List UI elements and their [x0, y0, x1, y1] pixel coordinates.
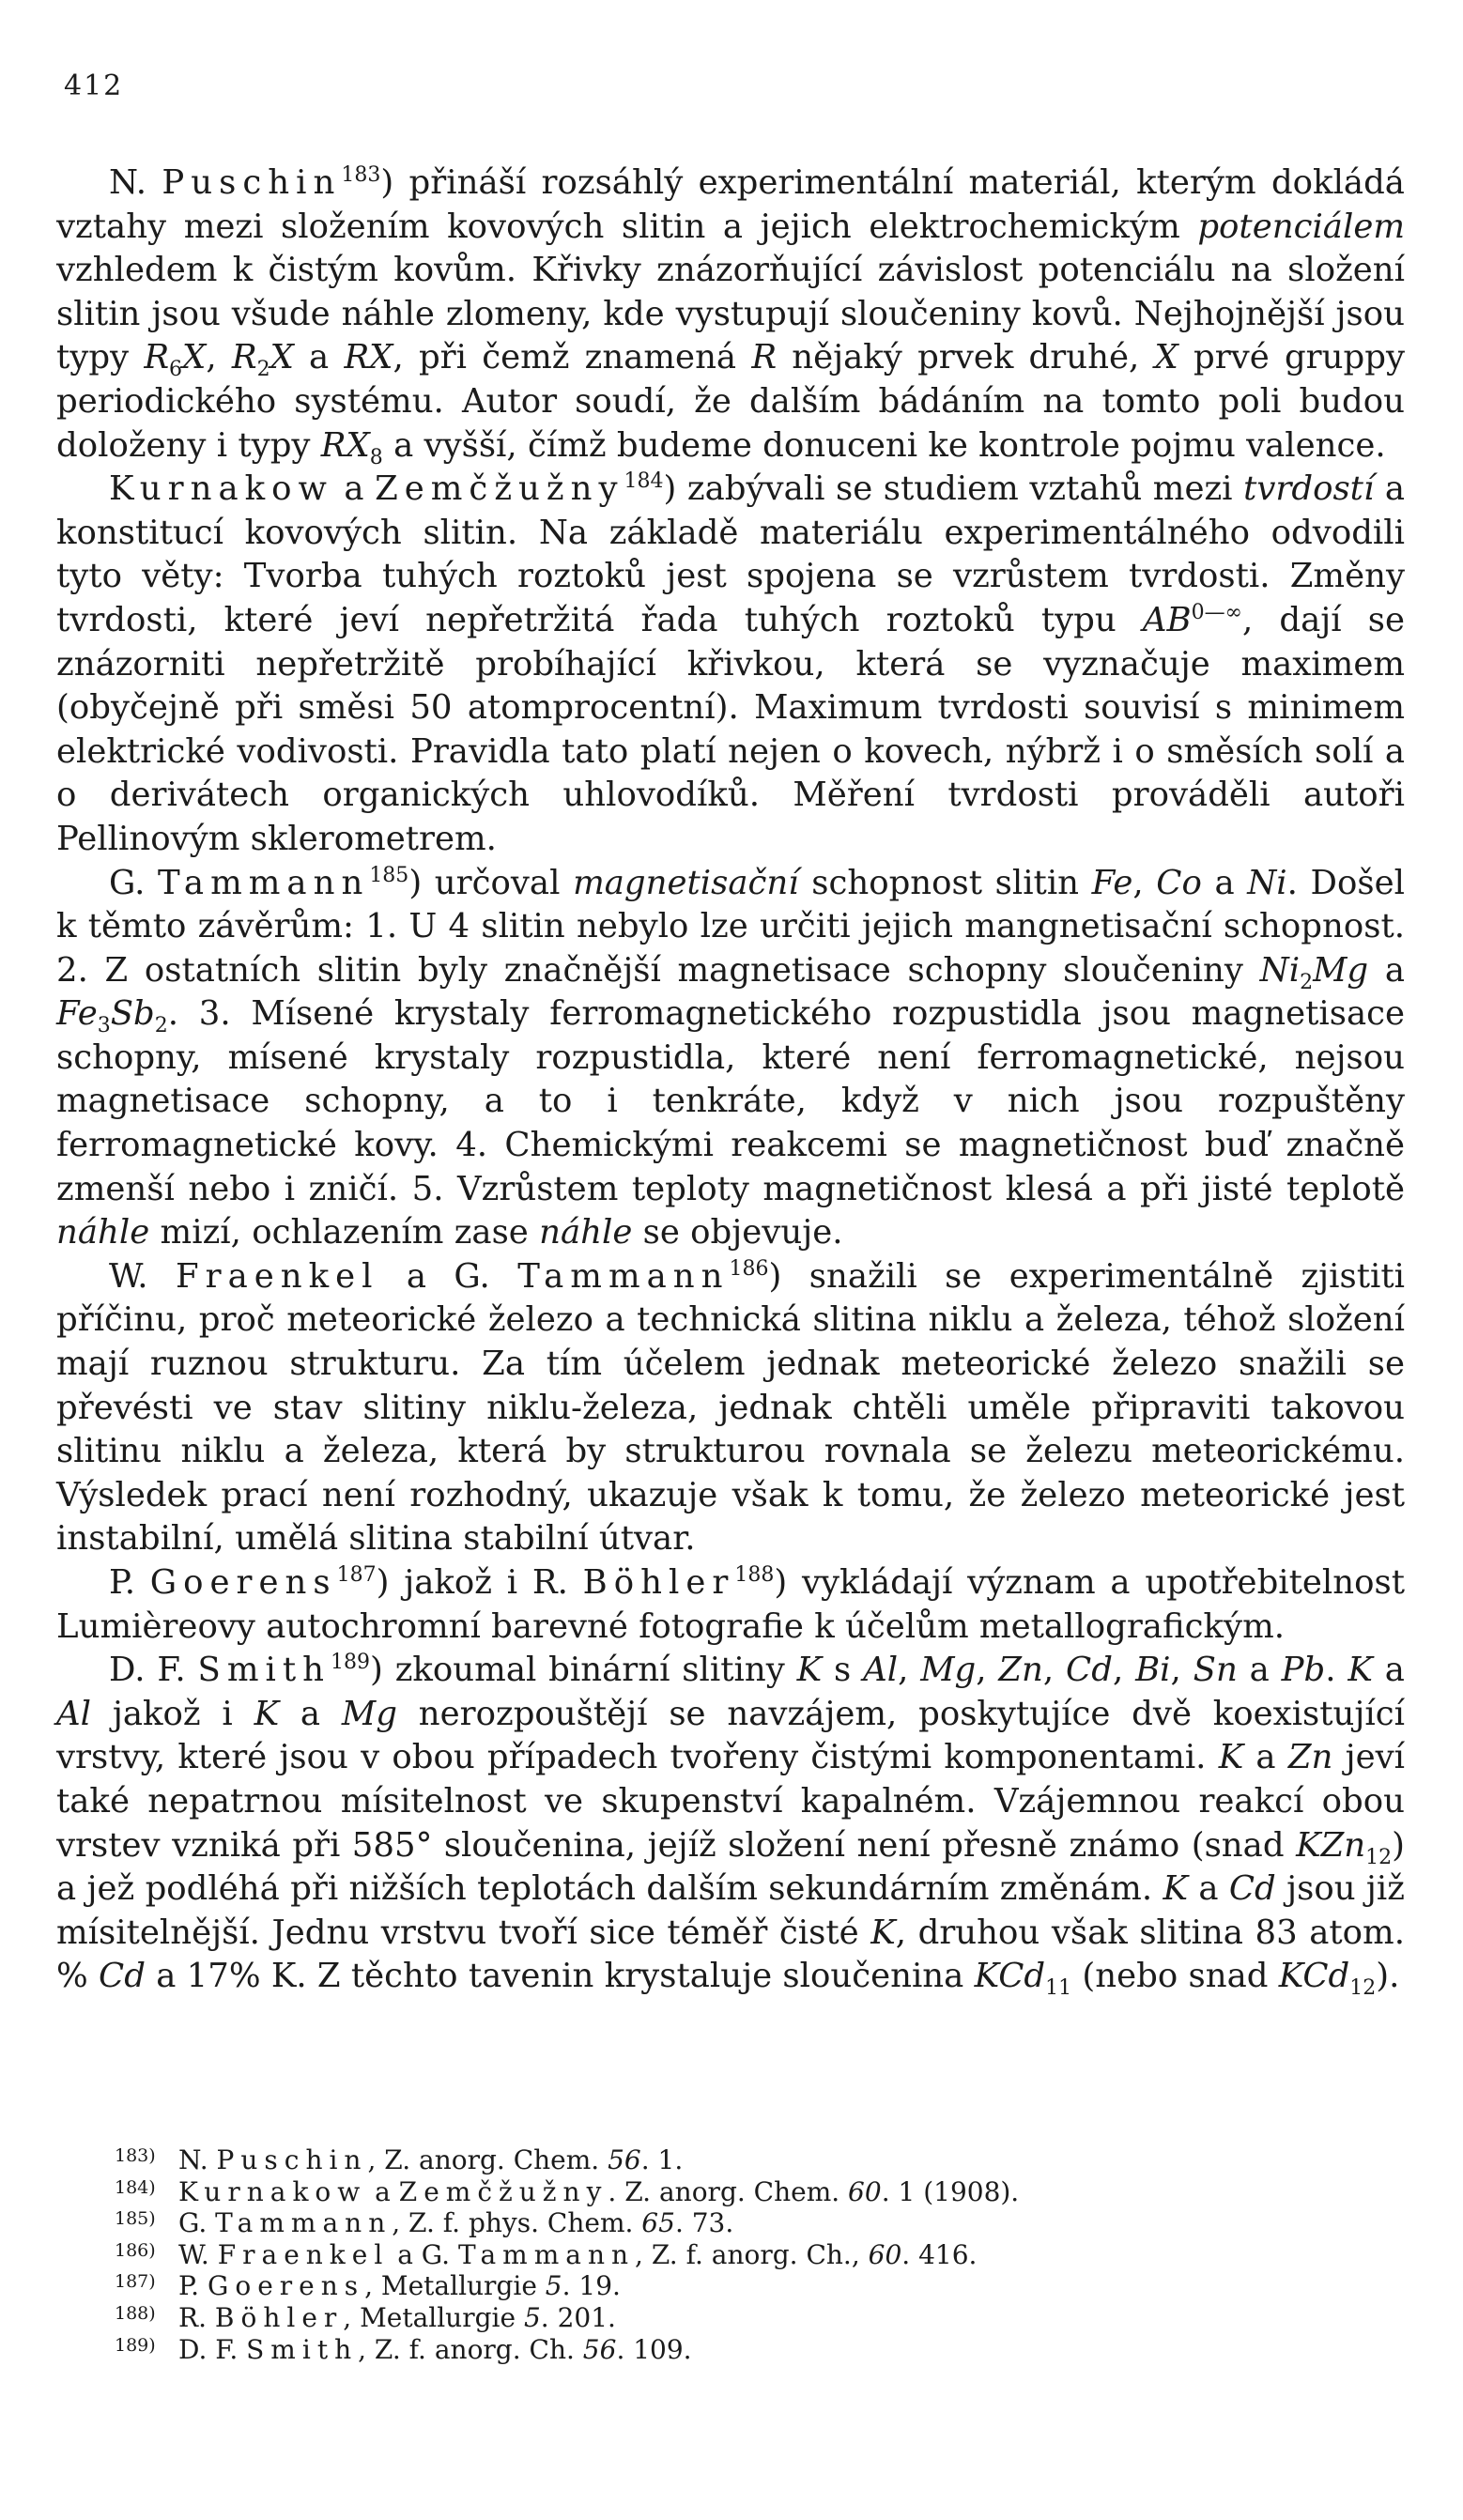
text-run: vzhledem k čistým kovům. Křivky znázorňující závislost potenciálu na složení slitin jsou všude náhle zlomeny, kde vystupují sloučeniny kovů. Nejhojnější jsou typy [56, 251, 1405, 377]
italic-run: Fe [56, 994, 98, 1034]
footnote-text [178, 2144, 683, 2175]
paragraph-fraenkel [56, 1255, 1405, 1561]
spaced-name: Smith [197, 1651, 331, 1690]
text-run: ) zabývali se studiem vztahů mezi [663, 469, 1244, 509]
italic-run: R [231, 338, 257, 377]
text-run: , [1112, 1651, 1136, 1690]
text-run: ) určoval [408, 863, 574, 902]
spaced-name: Tammann [158, 863, 370, 902]
footnote [115, 2300, 1335, 2332]
italic-run: K [1218, 1738, 1244, 1777]
text-run: , [206, 338, 232, 377]
italic-run: 60 [848, 2175, 882, 2207]
text-run: , [976, 1651, 999, 1690]
italic-run: R [751, 338, 778, 377]
italic-run: Sb [110, 994, 155, 1034]
spaced-name: Zemčžužny [375, 469, 624, 509]
text-run: . 201. [540, 2301, 616, 2333]
italic-run: K [796, 1651, 823, 1690]
italic-run: RX [344, 338, 393, 377]
spaced-name: Tammann [215, 2207, 393, 2239]
spaced-name: Fraenkel [175, 1256, 379, 1296]
italic-run: Bi [1135, 1651, 1171, 1690]
italic-run: X [270, 338, 294, 377]
italic-run: Cd [99, 1957, 146, 1996]
italic-run: RX [320, 425, 370, 465]
italic-run: Cd [1066, 1651, 1113, 1690]
footnote-text [178, 2239, 977, 2270]
footnote [115, 2268, 1335, 2300]
text-run: ) snažili se experimentálně zjistiti příčinu, proč meteorické železo a technická slitina niklu a železa, téhož složení mají ruznou strukturu. Za tím účelem jednak meteorické železo snažili se převésti ve stav slitiny niklu-železa, jednak chtěli uměle připraviti takovou slitinu niklu a železa, která by strukturou rovnala se železu meteorickému. Výsledek prací není rozhodný, ukazuje však k tomu, že železo meteorické jest instabilní, umělá slitina stabilní útvar. [56, 1256, 1405, 1559]
text-run: a [1372, 1651, 1405, 1690]
italic-run: Al [56, 1694, 91, 1733]
text-run: D. F. [178, 2333, 247, 2365]
text-run: , [1170, 1651, 1194, 1690]
text-run: , Z. anorg. Chem. [367, 2144, 608, 2175]
spaced-name: Fraenkel [217, 2238, 390, 2270]
italic-run: Cd [1228, 1869, 1276, 1909]
text-run: . 1. [640, 2144, 684, 2175]
footnote-text [178, 2270, 621, 2301]
italic-run: Fe [1091, 863, 1133, 902]
spaced-name: Tammann [457, 2238, 636, 2270]
spaced-name: Böhler [214, 2301, 344, 2333]
page-number: 412 [64, 69, 124, 102]
footnote-number: 183) [115, 2145, 156, 2166]
italic-run: AB [1142, 600, 1192, 639]
italic-run: 56 [582, 2333, 617, 2365]
text-run: ) zkoumal binární slitiny [370, 1651, 797, 1690]
text-run: , [1042, 1651, 1067, 1690]
paragraph-goerens [56, 1561, 1405, 1649]
spaced-name: Tammann [517, 1256, 730, 1296]
italic-run: 60 [868, 2238, 902, 2270]
paragraph-smith [56, 1649, 1405, 1999]
italic-run: Sn [1193, 1651, 1238, 1690]
footnote-number: 185) [115, 2208, 156, 2230]
text-run: a [1243, 1738, 1288, 1777]
italic-run: X [182, 338, 207, 377]
text-run: a [1237, 1651, 1282, 1690]
italic-run: magnetisační [573, 863, 799, 902]
subscript: 2 [256, 358, 270, 382]
italic-run: K [1348, 1651, 1373, 1690]
text-run: , [898, 1651, 921, 1690]
italic-run: tvrdostí [1243, 469, 1375, 509]
text-run: . [1325, 1651, 1348, 1690]
footnote-number: 188) [115, 2302, 156, 2324]
text-run: a [332, 469, 376, 509]
reference-mark: 187 [336, 1563, 377, 1588]
spaced-name: Goerens [207, 2270, 365, 2302]
italic-run: K [870, 1913, 896, 1952]
italic-run: Mg [1313, 950, 1369, 990]
subscript: 2 [1300, 970, 1314, 994]
spaced-name: Goerens [149, 1563, 337, 1602]
reference-mark: 0—∞ [1191, 601, 1242, 625]
reference-mark: 188 [734, 1563, 775, 1588]
subscript: 12 [1349, 1976, 1377, 2001]
text-run: . 19. [562, 2270, 621, 2302]
text-run: N. [109, 163, 162, 202]
text-run: ) jakož i R. [376, 1563, 583, 1602]
spaced-name: Puschin [216, 2144, 368, 2175]
italic-run: K [1163, 1869, 1188, 1909]
text-run: . 1 (1908). [881, 2175, 1020, 2207]
spaced-name: Kurnakow [178, 2175, 367, 2207]
text-run: , Z. f. phys. Chem. [392, 2207, 642, 2239]
italic-run: KCd [974, 1957, 1046, 1996]
text-run: nějaký prvek druhé, [777, 338, 1155, 377]
footnote [115, 2332, 1335, 2364]
text-run: G. [178, 2207, 216, 2239]
reference-mark: 183 [341, 163, 381, 188]
text-run: , dají se znázorniti nepřetržitě probíhající křivkou, která se vyznačuje maximem (obyčejně při směsi 50 atomprocentní). Maximum tvrdosti souvisí s minimem elektrické vodivosti. Pravidla tato platí nejen o kovech, nýbrž i o směsích solí a o derivátech organických uhlovodíků. Měření tvrdosti prováděli autoři Pellinovým sklerometrem. [56, 600, 1405, 858]
footnotes [115, 2143, 1335, 2363]
footnote-number: 189) [115, 2334, 156, 2356]
spaced-name: Smith [246, 2333, 359, 2365]
body-text [56, 161, 1405, 1999]
text-run: . 73. [674, 2207, 734, 2239]
footnote-text [178, 2302, 616, 2333]
text-run: W. [109, 1256, 176, 1296]
spaced-name: Böhler [582, 1563, 735, 1602]
reference-mark: 185 [369, 863, 409, 887]
text-run: jeví také nepatrnou mísitelnost ve skupenství kapalném. Vzájemnou reakcí obou vrstev vzniká při 585° sloučenina, jejíž složení není přesně známo (snad [56, 1738, 1406, 1865]
text-run: a 17% K. Z těchto tavenin krystaluje sloučenina [145, 1957, 975, 1996]
footnote-text [178, 2207, 733, 2238]
footnote [115, 2143, 1335, 2174]
reference-mark: 189 [331, 1651, 371, 1675]
text-run: . 3. Mísené krystaly ferromagnetického rozpustidla jsou magnetisace schopny, mísené krystaly rozpustidla, které není ferromagnetické, nejsou magnetisace schopny, a to i tenkráte, když v nich jsou rozpuštěny ferromagnetické kovy. 4. Chemickými reakcemi se magnetičnost buď značně zmenší nebo i zničí. 5. Vzrůstem teploty magnetičnost klesá a při jisté teplotě [56, 994, 1405, 1208]
text-run: N. [178, 2144, 217, 2175]
text-run: jakož i [91, 1694, 254, 1733]
italic-run: Zn [1287, 1738, 1333, 1777]
italic-run: KCd [1278, 1957, 1350, 1996]
italic-run: R [144, 338, 170, 377]
text-run: ) a jež podléhá při nižších teplotách dalším sekundárním změnám. [56, 1825, 1405, 1909]
text-run: a vyšší, čímž budeme donuceni ke kontrole pojmu valence. [382, 425, 1386, 465]
text-run: W. [178, 2238, 218, 2270]
text-run: mizí, ochlazením zase [149, 1213, 540, 1252]
text-run: a [1368, 950, 1405, 990]
italic-run: 56 [608, 2144, 641, 2175]
text-run: P. [109, 1563, 150, 1602]
italic-run: Zn [998, 1651, 1043, 1690]
spaced-name: Kurnakow [109, 469, 333, 509]
text-run: a [1188, 1869, 1229, 1909]
footnote [115, 2237, 1335, 2269]
italic-run: Mg [920, 1651, 977, 1690]
footnote-number: 184) [115, 2176, 156, 2198]
text-run: schopnost slitin [798, 863, 1092, 902]
italic-run: X [1154, 338, 1178, 377]
text-run: prvé gruppy periodického systému. Autor soudí, že dalším bádáním na tomto poli budou doloženy i typy [56, 338, 1406, 465]
text-run: P. [178, 2270, 208, 2302]
italic-run: Ni [1247, 863, 1287, 902]
text-run: . Došel k těmto závěrům: 1. U 4 slitin nebylo lze určiti jejich mangnetisační schopnost. 2. Z ostatních slitin byly značnější magnetisace schopny sloučeniny [56, 863, 1405, 990]
text-run: a [293, 338, 345, 377]
footnote-text [178, 2176, 1019, 2207]
paragraph-kurnakow [56, 468, 1405, 861]
subscript: 6 [169, 358, 183, 382]
subscript: 11 [1045, 1976, 1072, 2001]
text-run: a G. [378, 1256, 518, 1296]
text-run: a [366, 2175, 399, 2207]
italic-run: 5 [545, 2270, 562, 2302]
text-run: a [1201, 863, 1248, 902]
text-run: a G. [389, 2238, 458, 2270]
text-run: , druhou však slitina 83 atom. % [56, 1913, 1405, 1996]
text-run: D. F. [109, 1651, 198, 1690]
text-run: se objevuje. [632, 1213, 843, 1252]
footnote [115, 2205, 1335, 2237]
subscript: 3 [97, 1014, 111, 1038]
italic-run: 65 [641, 2207, 675, 2239]
subscript: 8 [369, 445, 383, 469]
text-run: , při čemž znamená [393, 338, 752, 377]
text-run: R. [178, 2301, 215, 2333]
text-run: , Z. f. anorg. Ch. [358, 2333, 583, 2365]
italic-run: KZn [1296, 1825, 1366, 1865]
italic-run: Ni [1259, 950, 1301, 990]
paragraph-tammann [56, 862, 1405, 1255]
italic-run: potenciálem [1197, 207, 1405, 246]
reference-mark: 184 [624, 469, 664, 494]
text-run: nerozpouštějí se navzájem, poskytujíce dvě koexistující vrstvy, které jsou v obou případech tvořeny čistými komponentami. [56, 1694, 1405, 1777]
text-run: a konstitucí kovových slitin. Na základě materiálu experimentálného odvodili tyto věty: Tvorba tuhých roztoků jest spojena se vzrůstem tvrdosti. Změny tvrdosti, které jeví nepřetržitá řada tuhých roztoků typu [56, 469, 1406, 639]
italic-run: Pb [1281, 1651, 1326, 1690]
text-run: ) přináší rozsáhlý experimentální materiál, kterým dokládá vztahy mezi složením kovových slitin a jejich elektrochemickým [56, 163, 1405, 246]
text-run: s [822, 1651, 864, 1690]
italic-run: náhle [539, 1213, 633, 1252]
spaced-name: Puschin [162, 163, 342, 202]
text-run: ). [1376, 1957, 1400, 1996]
italic-run: K [254, 1694, 280, 1733]
footnote-number: 186) [115, 2239, 156, 2261]
footnote-number: 187) [115, 2271, 156, 2293]
text-run: , [1132, 863, 1157, 902]
text-run: (nebo snad [1071, 1957, 1279, 1996]
footnote-text [178, 2334, 692, 2365]
text-run: . 416. [901, 2238, 978, 2270]
text-run: a [279, 1694, 342, 1733]
italic-run: 5 [523, 2301, 541, 2333]
italic-run: Al [863, 1651, 899, 1690]
reference-mark: 186 [729, 1257, 769, 1282]
subscript: 12 [1365, 1845, 1393, 1869]
text-run: G. [109, 863, 158, 902]
italic-run: náhle [56, 1213, 150, 1252]
paragraph-puschin [56, 161, 1405, 468]
text-run: ) vykládají význam a upotřebitelnost Lumièreovy autochromní barevné fotografie k účelům metallografickým. [56, 1563, 1405, 1646]
text-run: , Z. f. anorg. Ch., [635, 2238, 869, 2270]
text-run: jsou již mísitelnější. Jednu vrstvu tvoří sice téměř čisté [56, 1869, 1405, 1952]
italic-run: Mg [341, 1694, 397, 1733]
text-run: , Metallurgie [343, 2301, 524, 2333]
text-run: . 109. [616, 2333, 692, 2365]
text-run: . Z. anorg. Chem. [608, 2175, 849, 2207]
spaced-name: Zemčžužny [398, 2175, 608, 2207]
text-run: , Metallurgie [364, 2270, 546, 2302]
footnote [115, 2174, 1335, 2206]
subscript: 2 [154, 1014, 168, 1038]
italic-run: Co [1156, 863, 1202, 902]
